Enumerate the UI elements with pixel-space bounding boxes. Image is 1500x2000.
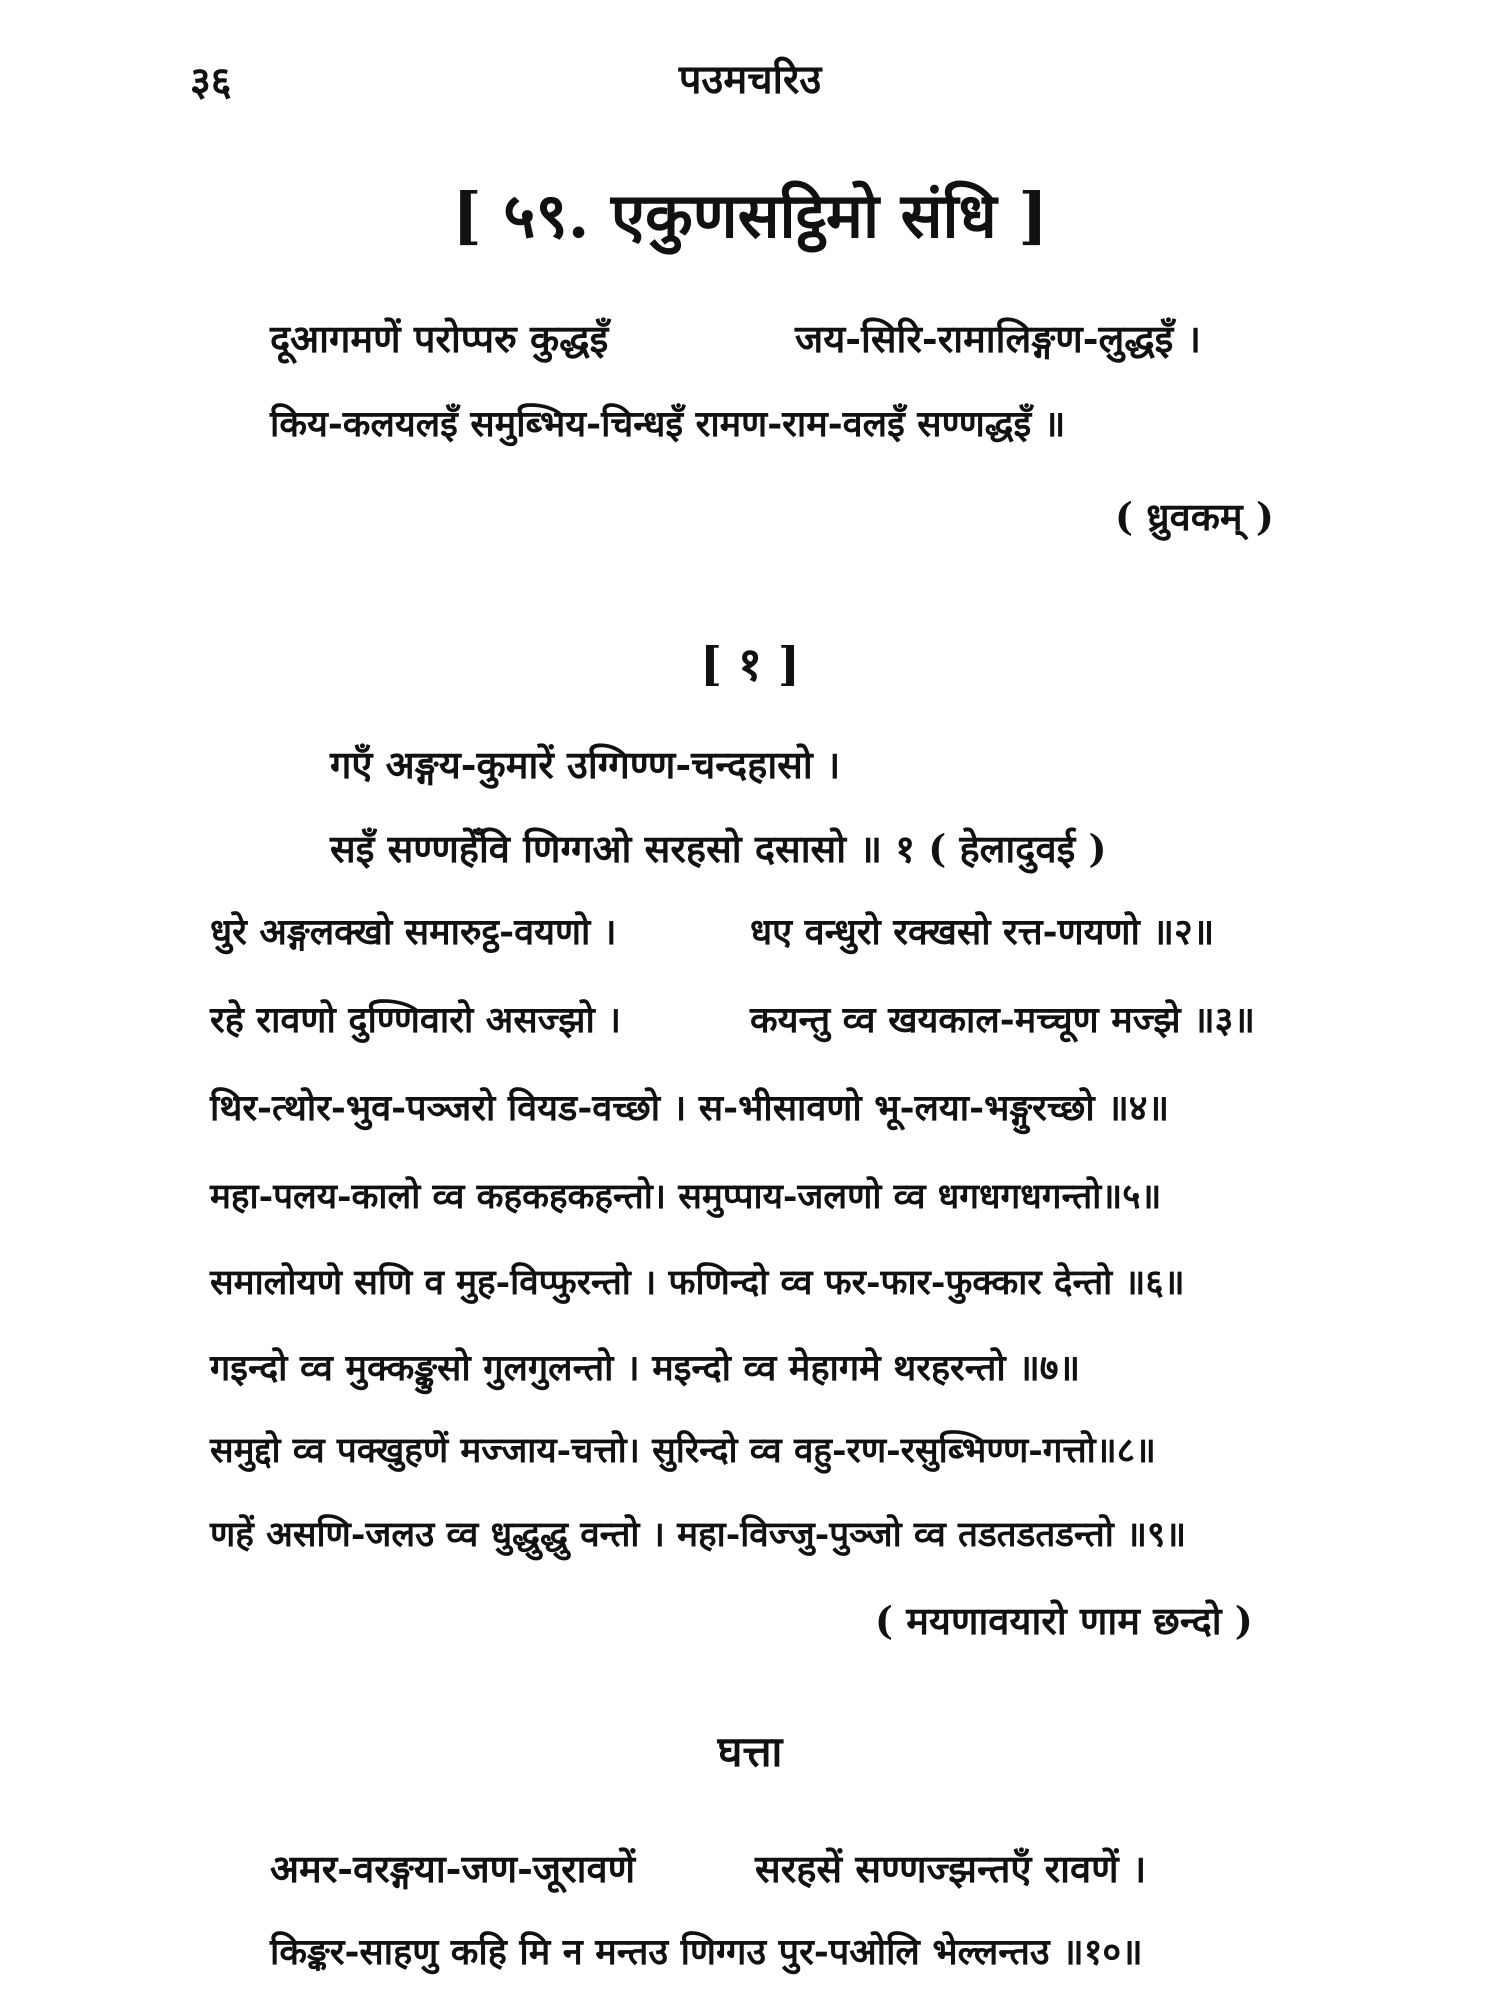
intro-line1: गएँ अङ्गय-कुमारें उग्गिण्ण-चन्दहासो । — [330, 742, 841, 787]
ghatta-line2: किङ्कर-साहणु कहि मि न मन्तउ णिग्गउ पुर-पओलि भेल्लन्तउ ॥१०॥ — [270, 1931, 1143, 1973]
verse-line: णहें असणि-जलउ व्व धुद्धुद्धु वन्तो । महा-विज्जु-पुञ्जो व्व तडतडतडन्तो ॥९॥ — [210, 1514, 1187, 1555]
ghatta-line1-b: सरहसें सण्णज्झन्तएँ रावणें । — [755, 1846, 1147, 1891]
dhruvaka-line1-b: जय-सिरि-रामालिङ्गण-लुद्धइँ । — [795, 316, 1201, 361]
ghatta-line1-a: अमर-वरङ्गया-जण-जूरावणें — [270, 1846, 636, 1891]
verse-line: गइन्दो व्व मुक्कङ्कुसो गुलगुलन्तो । मइन्दो व्व मेहागमे थरहरन्तो ॥७॥ — [210, 1347, 1081, 1389]
verse-half: धए वन्धुरो रक्खसो रत्त-णयणो ॥२॥ — [750, 911, 1215, 953]
verse-line: महा-पलय-कालो व्व कहकहकहन्तो। समुप्पाय-जलणो व्व धगधगधगन्तो॥५॥ — [210, 1176, 1162, 1217]
dhruvaka-line2: किय-कलयलइँ समुब्भिय-चिन्धइँ रामण-राम-वलइँ सण्णद्धइँ ॥ — [270, 403, 1066, 445]
verse-half: धुरे अङ्गलक्खो समारुट्ठ-वयणो । — [210, 911, 617, 953]
dhruvaka-label: ( ध्रुवकम् ) — [1115, 494, 1274, 539]
verse-line: थिर-त्थोर-भुव-पञ्जरो वियड-वच्छो । स-भीसावणो भू-लया-भङ्गुरच्छो ॥४॥ — [210, 1087, 1170, 1129]
verse-half: कयन्तु व्व खयकाल-मच्चूण मज्झे ॥३॥ — [750, 999, 1255, 1041]
metre-label: ( मयणावयारो णाम छन्दो ) — [875, 1598, 1253, 1643]
dhruvaka-line1-a: दूआगमणें परोप्परु कुद्धइँ — [270, 316, 609, 361]
section-number: [ १ ] — [700, 637, 800, 691]
ghatta-heading: घत्ता — [717, 1727, 783, 1776]
intro-line2: सइँ सण्णहेँवि णिग्गओ सरहसो दसासो ॥ १ ( हेलादुवई ) — [330, 826, 1107, 871]
sandhi-title: [ ५९. एकुणसट्ठिमो संधि ] — [452, 179, 1048, 252]
verse-line: समालोयणे सणि व मुह-विप्फुरन्तो । फणिन्दो व्व फर-फार-फुक्कार देन्तो ॥६॥ — [210, 1262, 1185, 1303]
verse-half: रहे रावणो दुण्णिवारो असज्झो । — [210, 999, 621, 1041]
running-title: पउमचरिउ — [678, 56, 822, 103]
verse-line: समुद्दो व्व पक्खुहणें मज्जाय-चत्तो। सुरिन्दो व्व वहु-रण-रसुब्भिण्ण-गत्तो॥८॥ — [210, 1430, 1156, 1471]
page-number: ३६ — [190, 58, 232, 105]
